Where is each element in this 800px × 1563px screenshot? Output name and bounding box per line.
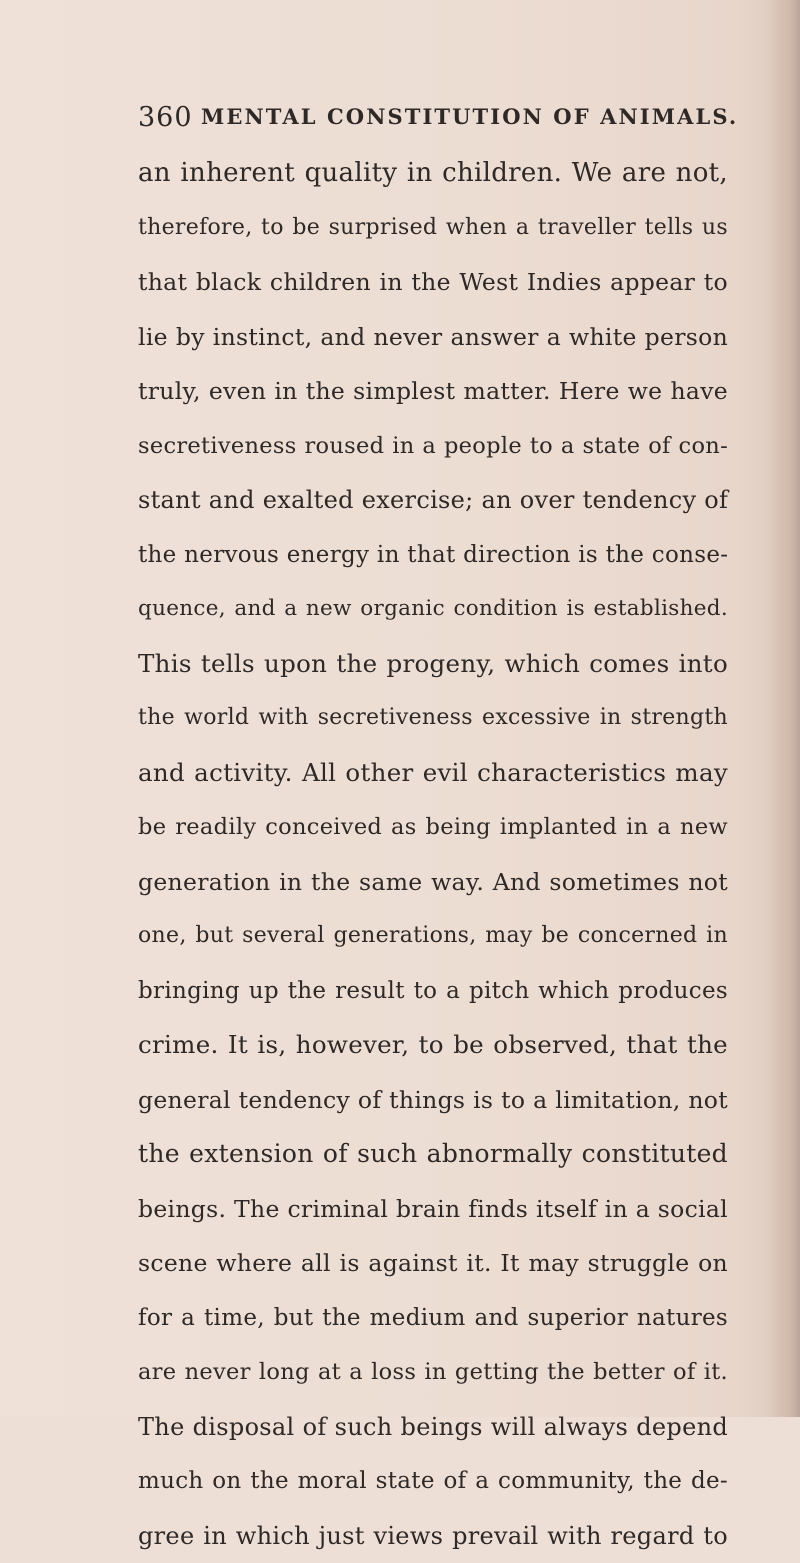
text-line: truly, even in the simplest matter. Here we have <box>138 364 728 419</box>
body-text <box>138 146 728 1563</box>
text-line: the nervous energy in that direction is the conse- <box>138 528 728 583</box>
text-line: The disposal of such beings will always depend <box>138 1400 728 1455</box>
text-line: the world with secretiveness excessive in strength <box>138 691 728 746</box>
page-edge-shadow <box>766 0 800 1417</box>
text-line: that black children in the West Indies appear to <box>138 255 728 310</box>
text-line: are never long at a loss in getting the better of it. <box>138 1345 728 1400</box>
text-line: stant and exalted exercise; an over tendency of <box>138 473 728 528</box>
text-line: gree in which just views prevail with regard to <box>138 1509 728 1563</box>
text-line: lie by instinct, and never answer a white person <box>138 310 728 365</box>
text-line: for a time, but the medium and superior natures <box>138 1291 728 1346</box>
text-line: one, but several generations, may be concerned in <box>138 909 728 964</box>
text-line: and activity. All other evil characteristics may <box>138 746 728 801</box>
text-line: the extension of such abnormally constituted <box>138 1127 728 1182</box>
text-line: bringing up the result to a pitch which produces <box>138 964 728 1019</box>
text-line: an inherent quality in children. We are not, <box>138 146 728 201</box>
text-line: scene where all is against it. It may struggle on <box>138 1236 728 1291</box>
text-line: generation in the same way. And sometimes not <box>138 855 728 910</box>
text-line: crime. It is, however, to be observed, that the <box>138 1018 728 1073</box>
text-line: quence, and a new organic condition is established. <box>138 582 728 637</box>
text-line: therefore, to be surprised when a traveller tells us <box>138 201 728 256</box>
page-number: 360 <box>138 102 193 133</box>
text-line: This tells upon the progeny, which comes into <box>138 637 728 692</box>
text-line: be readily conceived as being implanted in a new <box>138 800 728 855</box>
running-head <box>138 102 738 142</box>
text-line: beings. The criminal brain finds itself in a social <box>138 1182 728 1237</box>
text-line: much on the moral state of a community, the de- <box>138 1454 728 1509</box>
text-line: general tendency of things is to a limitation, not <box>138 1073 728 1128</box>
running-title: MENTAL CONSTITUTION OF ANIMALS. <box>201 104 738 129</box>
text-line: secretiveness roused in a people to a state of con- <box>138 419 728 474</box>
